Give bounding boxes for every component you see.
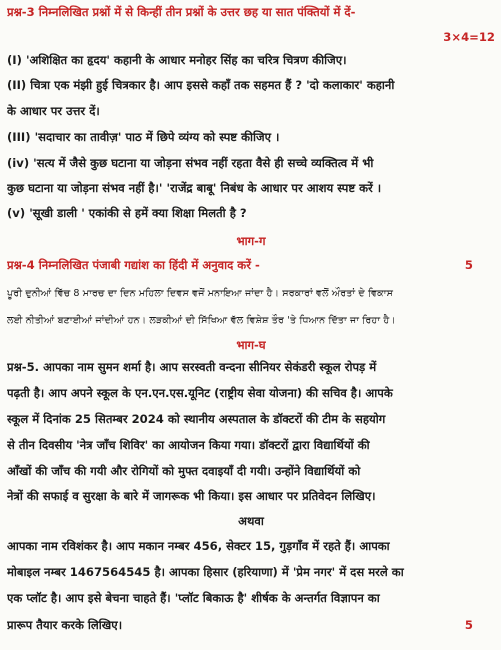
section-d-heading: भाग-घ: [236, 338, 266, 352]
q4-marks: 5: [464, 258, 473, 272]
q3-item-5: (v) 'सूखी डाली ' एकांकी से हमें क्या शिक्षा मिलती है ?: [7, 206, 247, 220]
q5-line-6: नेत्रों की सफाई व सुरक्षा के बारे में जागरूक भी किया। इस आधार पर प्रतिवेदन लिखिए।: [7, 489, 376, 503]
q3-item-4-line-2: कुछ घटाना या जोड़ना संभव नहीं है।' 'राजेंद्र बाबू' निबंध के आधार पर आशय स्पष्ट करें ।: [7, 181, 382, 195]
q5-line-4: से तीन दिवसीय 'नेत्र जाँच शिविर' का आयोजन किया गया। डॉक्टरों द्वारा विद्यार्थियों की: [7, 438, 370, 452]
q5-alt-line-2: मोबाइल नम्बर 1467564545 है। आपका हिसार (हरियाणा) में 'प्रेम नगर' में दस मरले का: [7, 565, 404, 579]
q5-alt-line-1: आपका नाम रविशंकर है। आप मकान नम्बर 456, सेक्टर 15, गुड़गाँव में रहते हैं। आपका: [7, 539, 390, 553]
q3-item-3: (III) 'सदाचार का तावीज़' पाठ में छिपे व्यंग्य को स्पष्ट कीजिए ।: [7, 130, 280, 144]
or-label: अथवा: [238, 514, 264, 528]
q5-line-3: स्कूल में दिनांक 25 सितम्बर 2024 को स्थानीय अस्पताल के डॉक्टरों की टीम के सहयोग: [7, 412, 386, 426]
q4-heading-row: [7, 258, 495, 273]
q5-line-5: आँखों की जाँच की गयी और रोगियों को मुफ्त दवाइयाँ दी गयी। उन्होंने विद्यार्थियों को: [7, 464, 361, 478]
q5-marks: 5: [464, 618, 473, 632]
section-c-heading: भाग-ग: [236, 234, 266, 248]
q3-heading: प्रश्न-3 निम्नलिखित प्रश्नों में से किन्हीं तीन प्रश्नों के उत्तर छह या सात पंक्तियों में दें-: [7, 5, 356, 19]
q5-alt-line-3: एक प्लॉट है। आप इसे बेचना चाहते हैं। 'प्लॉट बिकाऊ है' शीर्षक के अन्तर्गत विज्ञापन का: [7, 591, 380, 605]
q3-marks: 3×4=12: [443, 30, 495, 44]
q5-line-2: पढ़ती है। आप अपने स्कूल के एन.एन.एस.यूनिट (राष्ट्रीय सेवा योजना) की सचिव है। आपके: [7, 386, 393, 400]
q3-item-1: (I) 'अशिक्षित का हृदय' कहानी के आधार मनोहर सिंह का चरित्र चित्रण कीजिए।: [7, 53, 347, 67]
q5-alt-line-4: प्रारूप तैयार करके लिखिए।: [7, 618, 123, 632]
q3-item-2-line-2: के आधार पर उत्तर दें।: [7, 104, 100, 118]
punjabi-passage-line-2: ਲਈ ਨੀਤੀਆਂ ਬਣਾਈਆਂ ਜਾਂਦੀਆਂ ਹਨ। ਲੜਕੀਆਂ ਦੀ ਸਿੱਖਿਆ ਵੱਲ ਵਿਸ਼ੇਸ਼ ਤੌਰ 'ਤੇ ਧਿਆਨ ਦਿੱਤਾ ਜਾ ਰਿਹਾ ਹੈ।: [7, 315, 396, 326]
punjabi-passage-line-1: ਪੂਰੀ ਦੁਨੀਆਂ ਵਿੱਚ 8 ਮਾਰਚ ਦਾ ਦਿਨ ਮਹਿਲਾ ਦਿਵਸ ਵਜੋਂ ਮਨਾਇਆ ਜਾਂਦਾ ਹੈ। ਸਰਕਾਰਾਂ ਵਲੋਂ ਔਰਤਾਂ ਦੇ ਵਿਕਾਸ: [7, 288, 394, 299]
q3-item-4-line-1: (iv) 'सत्य में जैसे कुछ घटाना या जोड़ना संभव नहीं रहता वैसे ही सच्चे व्यक्तित्व में भी: [7, 156, 374, 170]
q5-alt-last-row: [7, 618, 495, 633]
q3-item-2-line-1: (II) चित्रा एक मंझी हुई चित्रकार है। आप इससे कहाँ तक सहमत हैं ? 'दो कलाकार' कहानी: [7, 78, 395, 92]
q4-heading: प्रश्न-4 निम्नलिखित पंजाबी गद्यांश का हिंदी में अनुवाद करें -: [7, 258, 260, 272]
q5-line-1: प्रश्न-5. आपका नाम सुमन शर्मा है। आप सरस्वती वन्दना सीनियर सेकंडरी स्कूल रोपड़ में: [7, 360, 377, 374]
